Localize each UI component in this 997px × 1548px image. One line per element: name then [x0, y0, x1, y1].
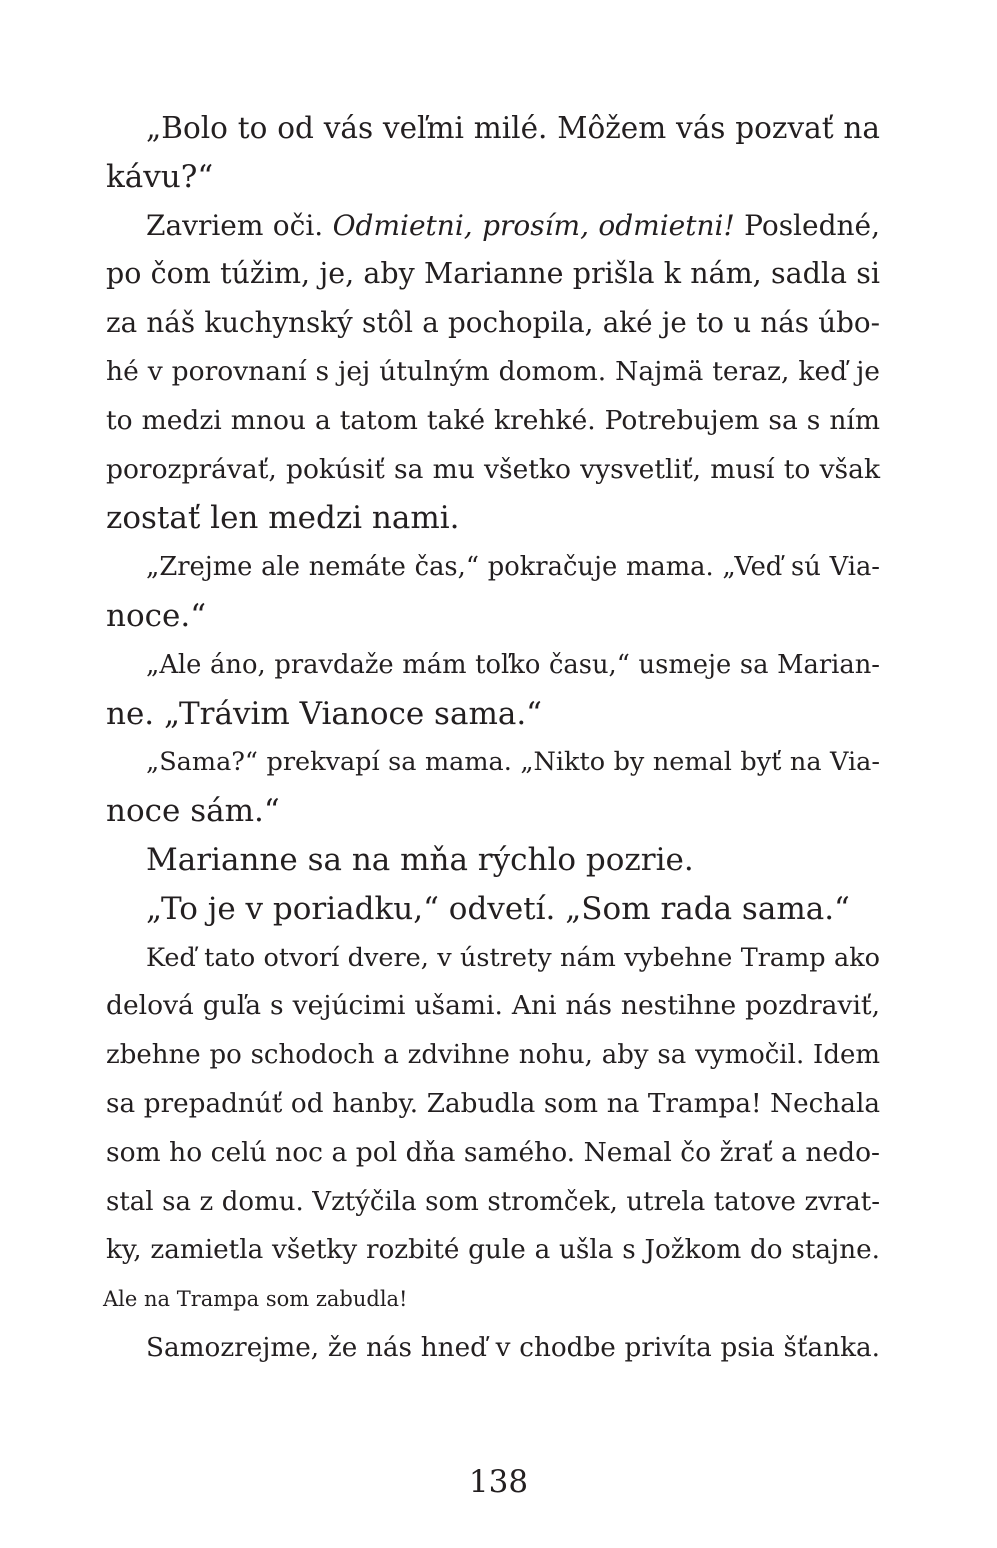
text-line: „Zrejme ale nemáte čas,“ pokračuje mama. „Veď sú Via- [146, 552, 880, 583]
page-number: 138 [468, 1464, 529, 1500]
text-line: „Ale áno, pravdaže mám toľko času,“ usmeje sa Marian- [146, 649, 880, 680]
text-line: „Bolo to od vás veľmi milé. Môžem vás pozvať na [146, 111, 880, 145]
text-line: delová guľa s vejúcimi ušami. Ani nás nestihne pozdraviť, [106, 990, 880, 1022]
text-line: zbehne po schodoch a zdvihne nohu, aby sa vymočil. Idem [106, 1040, 880, 1071]
text-line: stal sa z domu. Vztýčila som stromček, utrela tatove zvrat- [106, 1186, 880, 1217]
text-line: za náš kuchynský stôl a pochopila, aké je to u nás úbo- [106, 306, 880, 340]
italic-phrase: Odmietni, prosím, odmietni! [332, 208, 735, 242]
text-line: to medzi mnou a tatom také krehké. Potrebujem sa s ním [106, 404, 880, 436]
text-segment: Posledné, [734, 208, 881, 242]
text-line: Ale na Trampa som zabudla! [103, 1287, 408, 1312]
text-line: hé v porovnaní s jej útulným domom. Najmä teraz, keď je [106, 355, 880, 387]
text-line: Marianne sa na mňa rýchlo pozrie. [146, 841, 694, 878]
page-body [103, 104, 881, 1373]
text-line: noce sám.“ [106, 793, 280, 830]
text-line: zostať len medzi nami. [106, 500, 460, 537]
text-line [106, 202, 880, 251]
text-line: Keď tato otvorí dvere, v ústrety nám vybehne Tramp ako [146, 942, 880, 973]
text-line: som ho celú noc a pol dňa samého. Nemal čo žrať a nedo- [106, 1136, 880, 1168]
text-line: ky, zamietla všetky rozbité gule a ušla s Jožkom do stajne. [106, 1235, 880, 1266]
text-line: noce.“ [106, 597, 207, 634]
text-line: po čom túžim, je, aby Marianne prišla k nám, sadla si [106, 257, 880, 291]
text-line: „Sama?“ prekvapí sa mama. „Nikto by nemal byť na Via- [146, 747, 880, 778]
text-line: ne. „Trávim Vianoce sama.“ [106, 695, 543, 732]
text-line: porozprávať, pokúsiť sa mu všetko vysvetliť, musí to však [106, 453, 880, 485]
text-line: Samozrejme, že nás hneď v chodbe privíta psia šťanka. [146, 1332, 880, 1363]
text-segment: Zavriem oči. [146, 208, 333, 242]
text-line: sa prepadnúť od hanby. Zabudla som na Trampa! Nechala [106, 1088, 880, 1119]
text-line: „To je v poriadku,“ odvetí. „Som rada sama.“ [146, 890, 850, 927]
text-line: kávu?“ [106, 158, 214, 195]
